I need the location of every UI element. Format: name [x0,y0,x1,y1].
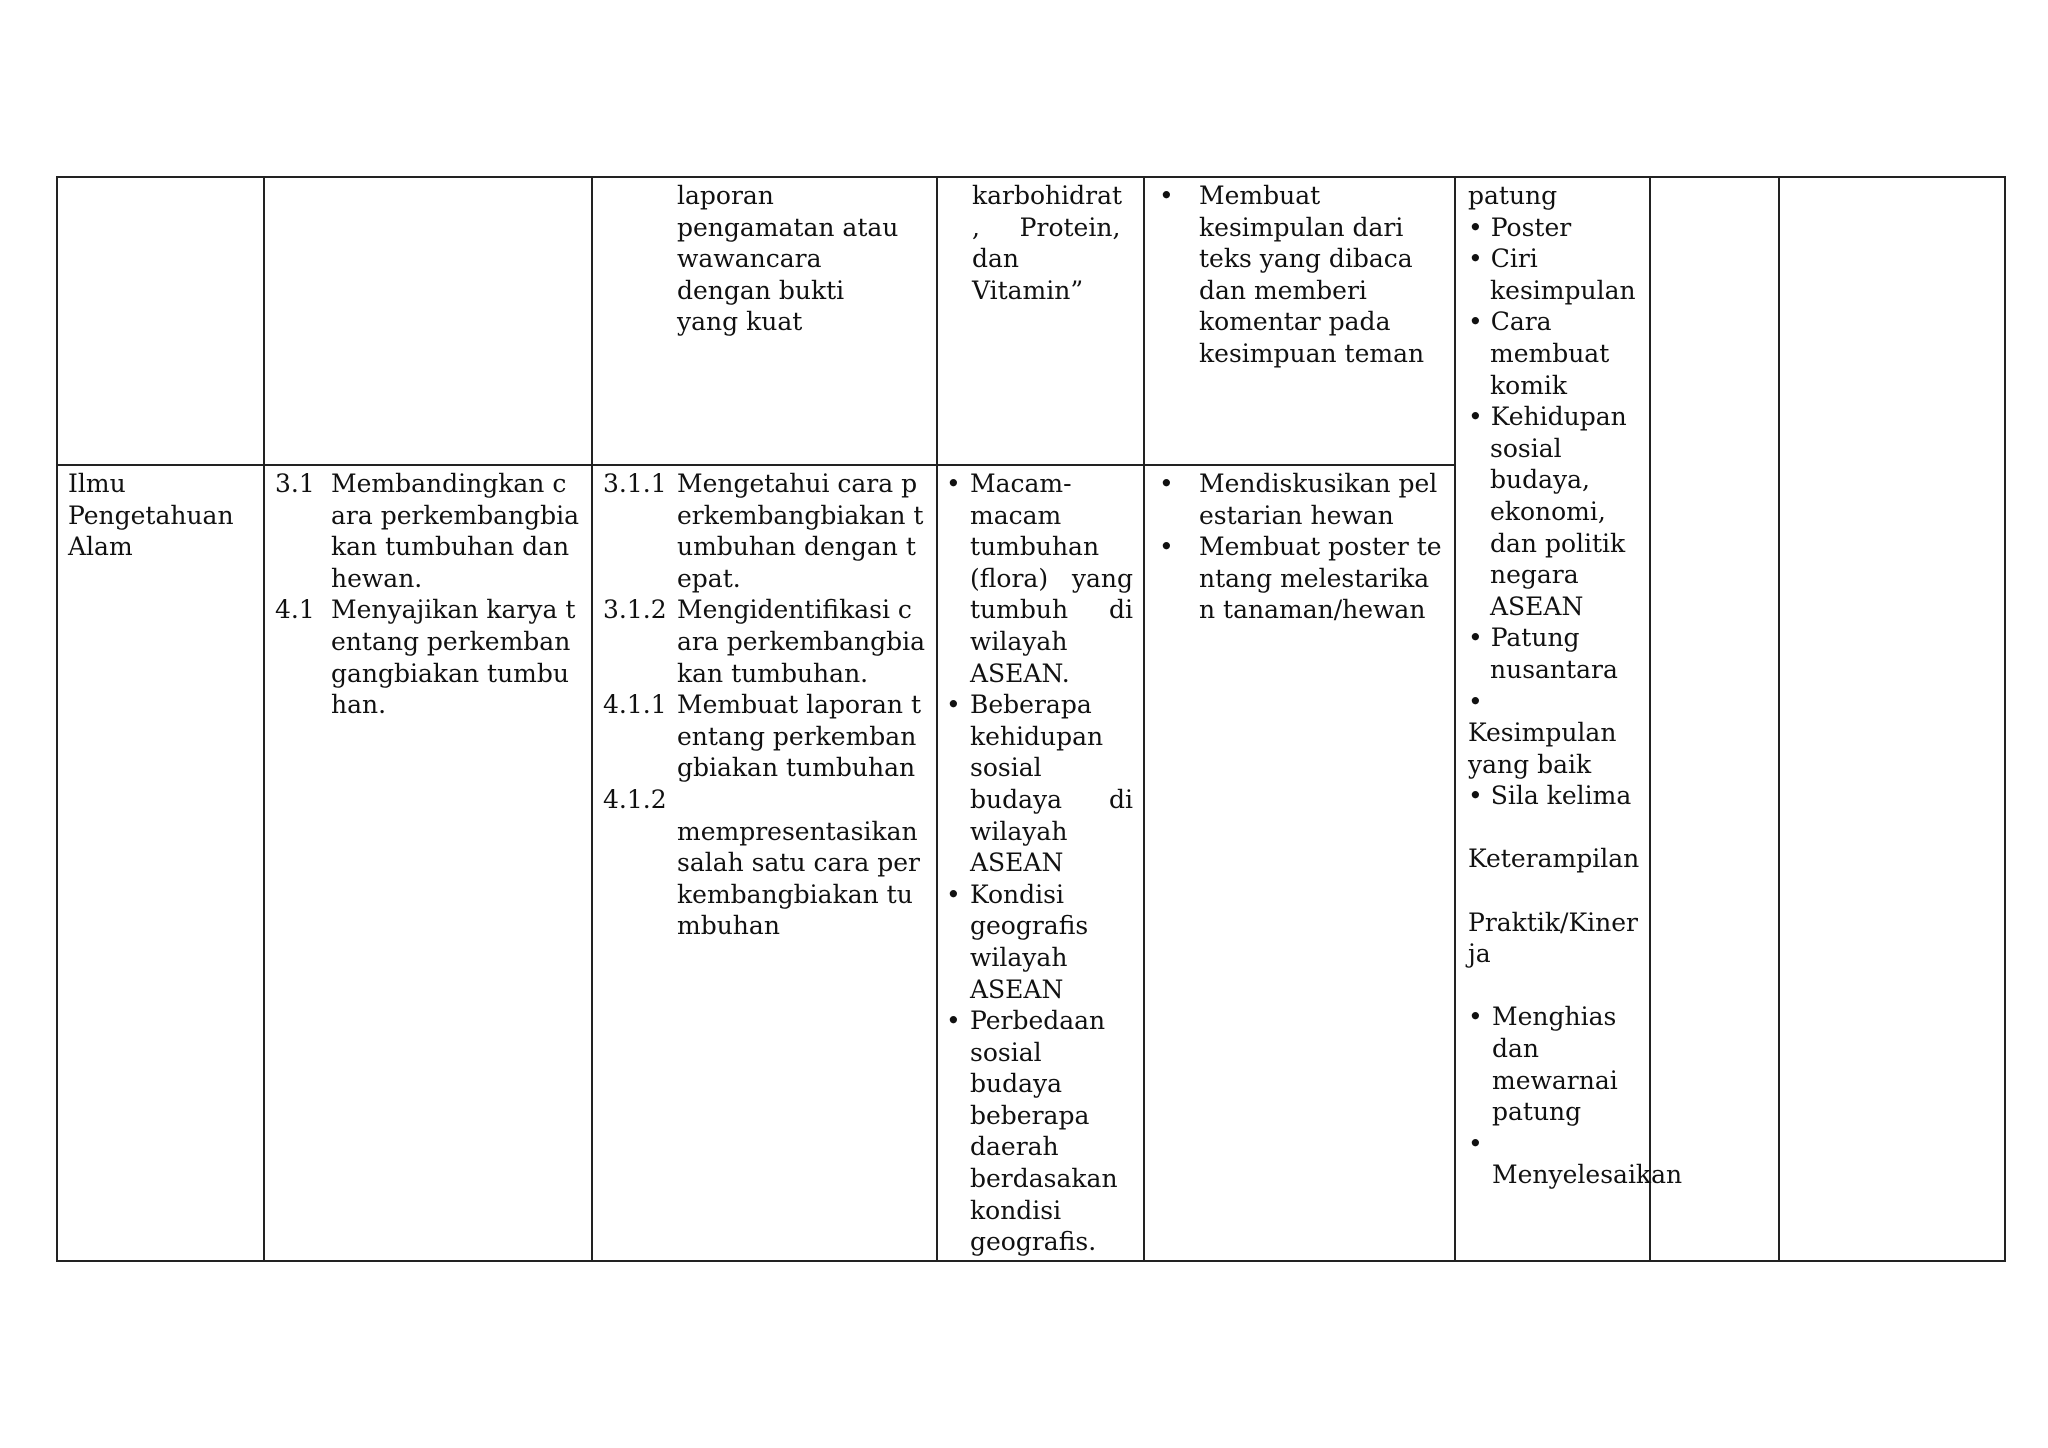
indikator-cell [592,465,937,1261]
materi-cell [937,465,1144,1261]
list-item: 4.1 Menyajikan karya tentang perkembangangbiakan tumbuhan. [275,595,576,720]
list-item: • Ciri kesimpulan [1468,244,1636,305]
section-label: Praktik/Kinerja [1468,907,1638,969]
indikator-cell [592,177,937,465]
penilaian-cell: patung • Poster • Ciri kesimpulan • Cara membuat komik • Kehidupan sosial budaya, ekonomi, dan politik negara ASEAN • Patung nusantara • Kesimpulan yang baik • Sila kelima Keterampilan Praktik/Kinerja • Menghias dan mewarnai patung • Menyelesaikan [1455,177,1650,1261]
list-item: • Perbedaan sosial budaya beberapa daerah berdasakan kondisi geografis. [946,1005,1133,1258]
kegiatan-cell [1144,177,1455,465]
indikator-continued: laporan pengamatan atau wawancara dengan bukti yang kuat [677,181,899,337]
table-row [57,177,2005,465]
list-item: • Membuat poster tentang melestarikan tanaman/hewan [1155,531,1444,626]
syllabus-table [56,176,2006,1262]
list-item: • Menghias dan mewarnai patung [1468,1001,1643,1127]
list-item: 3.1.2 Mengidentifikasi cara perkembangbiakan tumbuhan. [603,595,926,688]
materi-continued: karbohidrat , Protein, dan Vitamin” [972,181,1123,305]
list-item: • Kondisi geografis wilayah ASEAN [946,879,1133,1005]
empty-cell [1650,177,1779,1261]
materi-cell [937,177,1144,465]
list-item: • Beberapa kehidupan sosial budaya di wilayah ASEAN [946,689,1133,879]
list-item: • Patung nusantara [1468,623,1618,684]
kd-cell [264,465,592,1261]
list-item: • Macam-macam tumbuhan (flora) yang tumbuh di wilayah ASEAN. [946,468,1133,689]
list-item: Menyelesaikan [1492,1160,1683,1190]
kegiatan-cell [1144,465,1455,1261]
list-item: • Poster [1468,212,1572,242]
subject-cell [57,465,264,1261]
list-item: • Mendiskusikan pelestarian hewan [1155,468,1444,531]
list-item: 3.1 Membandingkan cara perkembangbiakan tumbuhan dan hewan. [275,469,580,593]
subject-name: Ilmu Pengetahuan Alam [68,469,234,562]
list-item: 3.1.1 Mengetahui cara perkembangbiakan tumbuhan dengan tepat. [603,469,924,593]
subject-cell [57,177,264,465]
list-item: Kesimpulan yang baik [1468,718,1617,779]
list-item: • Kehidupan sosial budaya, ekonomi, dan politik negara ASEAN [1468,402,1627,621]
kd-cell [264,177,592,465]
list-item: • Sila kelima [1468,781,1632,811]
list-item: 4.1.1 Membuat laporan tentang perkembangbiakan tumbuhan [603,690,922,783]
section-label: Keterampilan [1468,844,1640,874]
empty-cell [1779,177,2005,1261]
list-item: 4.1.2 mempresentasikan salah satu cara perkembangbiakan tumbuhan [603,784,920,941]
list-item: • Cara membuat komik [1468,307,1610,400]
list-item: • Membuat kesimpulan dari teks yang dibaca dan memberi komentar pada kesimpuan teman [1155,180,1444,370]
